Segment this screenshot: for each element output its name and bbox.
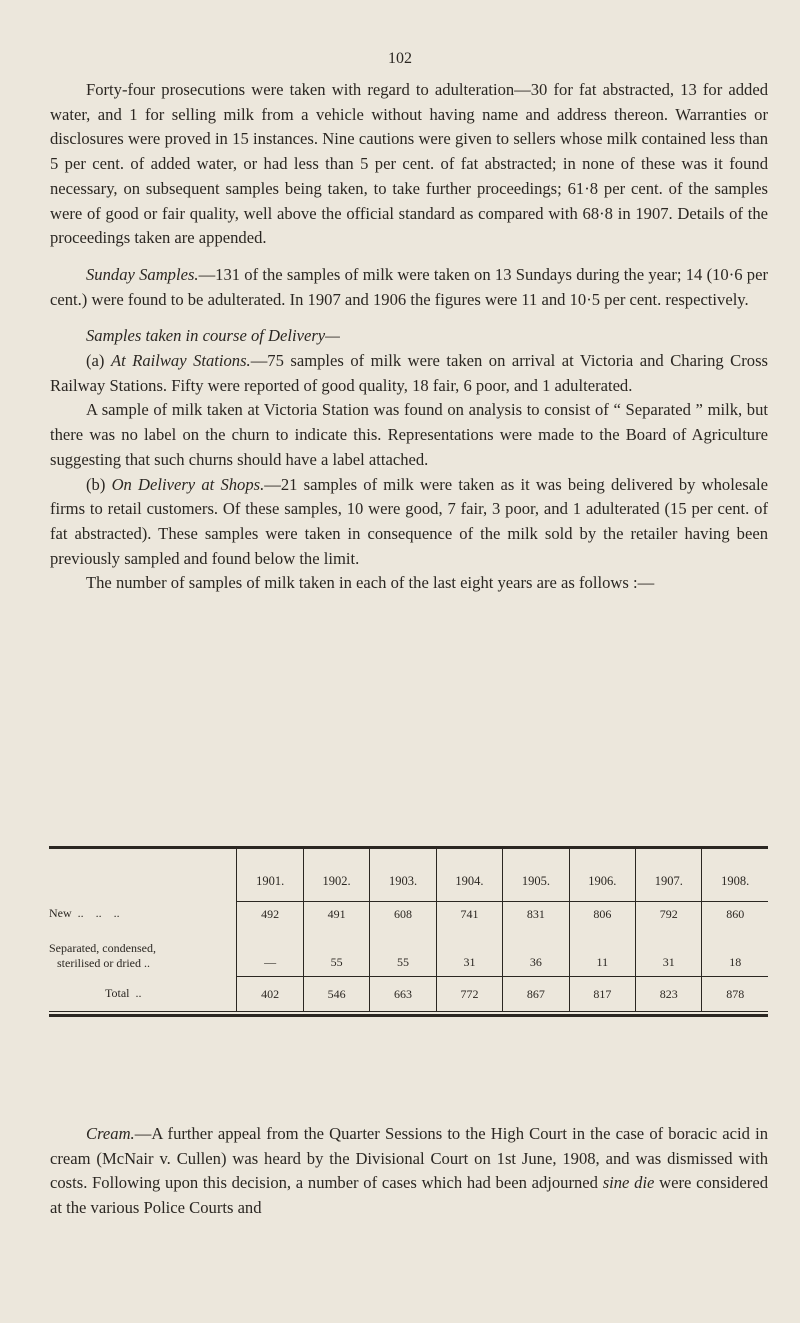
year-header: 1905. — [503, 849, 569, 902]
delivery-heading: Samples taken in course of Delivery— — [86, 326, 340, 346]
table-cell: 878 — [702, 977, 768, 1012]
year-header: 1902. — [303, 849, 369, 902]
body-text-lower — [50, 1122, 768, 1221]
item-a-label: (a) — [86, 351, 105, 371]
table-cell: 817 — [569, 977, 635, 1012]
year-header: 1901. — [237, 849, 303, 902]
table-cell: — — [237, 926, 303, 977]
cream-text-1: —A further appeal from the Quarter Sessions to the High Court in the case of boracic acid in cream (McNair v. Cullen) was heard by the Divisional Court on 1st June, 1908, and was dismissed with costs. Following upon this decision, a number of cases which had been adjourned — [50, 1124, 768, 1193]
table-bottom-rule-thick — [49, 1014, 768, 1017]
paragraph-victoria-sample: A sample of milk taken at Victoria Station was found on analysis to consist of “ Separated ” milk, but there was no label on the churn to indicate this. Representations were made to the Board of Agriculture suggesting that such churns should have a label attached. — [50, 400, 768, 469]
page-number: 102 — [388, 50, 412, 67]
cream-sine-die: sine die — [602, 1173, 655, 1193]
paragraph-prosecutions: Forty-four prosecutions were taken with regard to adulteration—30 for fat abstracted, 13 for added water, and 1 for selling milk from a vehicle without having name and address thereon. Warranties or disclosures were proved in 15 instances. Nine cautions were given to sellers whose milk contained less than 5 per cent. of added water, or had less than 5 per cent. of fat abstracted; in none of these was it found necessary, on subsequent samples being taken, to take further proceedings; 61·8 per cent. of the samples were of good or fair quality, well above the official standard as compared with 68·8 in 1907. Details of the proceedings taken are appended. — [50, 80, 768, 248]
table-cell: 491 — [303, 902, 369, 927]
table-cell: 867 — [503, 977, 569, 1012]
table-cell: 663 — [370, 977, 436, 1012]
delivery-shops-text: —21 samples of milk were taken as it was being delivered by wholesale firms to retail customers. Of these samples, 10 were good, 7 fair, 3 poor, and 1 adulterated (15 per cent. of fat abstracted). These samples were taken in consequence of the milk sold by the retailer having been previously sampled and found below the limit. — [50, 474, 768, 568]
paragraph-delivery-shops — [50, 473, 768, 572]
table-cell: 55 — [370, 926, 436, 977]
year-header: 1908. — [702, 849, 768, 902]
year-header: 1904. — [436, 849, 502, 902]
table-cell: 18 — [702, 926, 768, 977]
table-row-total — [49, 977, 768, 1012]
year-header: 1903. — [370, 849, 436, 902]
table-cell: 792 — [636, 902, 702, 927]
paragraph-cream — [50, 1122, 768, 1221]
row-label: Separated, condensed, sterilised or dried .. — [49, 940, 156, 970]
table-row-separated — [49, 926, 768, 977]
table-cell: 31 — [436, 926, 502, 977]
table-cell: 492 — [237, 902, 303, 927]
sunday-samples-heading: Sunday Samples. — [86, 264, 199, 284]
item-b-label: (b) — [86, 474, 106, 494]
cream-text-2: were considered at the various Police Courts and — [50, 1173, 768, 1218]
table-cell: 860 — [702, 902, 768, 927]
table-cell: 36 — [503, 926, 569, 977]
year-header: 1906. — [569, 849, 635, 902]
table-cell: 772 — [436, 977, 502, 1012]
row-label: New .. .. .. — [49, 906, 120, 921]
paragraph-sunday-samples — [50, 263, 768, 312]
body-text-upper — [50, 78, 768, 596]
table-cell: 608 — [370, 902, 436, 927]
paragraph-table-intro: The number of samples of milk taken in each of the last eight years are as follows :— — [86, 573, 655, 593]
year-header: 1907. — [636, 849, 702, 902]
table-cell: 546 — [303, 977, 369, 1012]
milk-samples-table — [49, 846, 768, 1017]
delivery-shops-heading: On Delivery at Shops. — [111, 474, 265, 494]
table-cell: 402 — [237, 977, 303, 1012]
table-header-row — [49, 849, 768, 902]
table-cell: 11 — [569, 926, 635, 977]
table-cell: 806 — [569, 902, 635, 927]
railway-stations-text: —75 samples of milk were taken on arrival at Victoria and Charing Cross Railway Stations. Fifty were reported of good quality, 18 fair, 6 poor, and 1 adulterated. — [50, 351, 768, 395]
table-cell: 823 — [636, 977, 702, 1012]
table-row-new — [49, 902, 768, 927]
header-empty-cell — [49, 849, 237, 902]
row-label: Total .. — [105, 986, 142, 1001]
table-cell: 31 — [636, 926, 702, 977]
cream-heading: Cream. — [86, 1124, 135, 1143]
table-cell: 741 — [436, 902, 502, 927]
sunday-samples-text: —131 of the samples of milk were taken on 13 Sundays during the year; 14 (10·6 per cent.) were found to be adulterated. In 1907 and 1906 the figures were 11 and 10·5 per cent. respectively. — [50, 264, 768, 309]
table-cell: 831 — [503, 902, 569, 927]
railway-stations-heading: At Railway Stations. — [110, 351, 251, 371]
table-cell: 55 — [303, 926, 369, 977]
paragraph-railway-stations — [50, 349, 768, 398]
